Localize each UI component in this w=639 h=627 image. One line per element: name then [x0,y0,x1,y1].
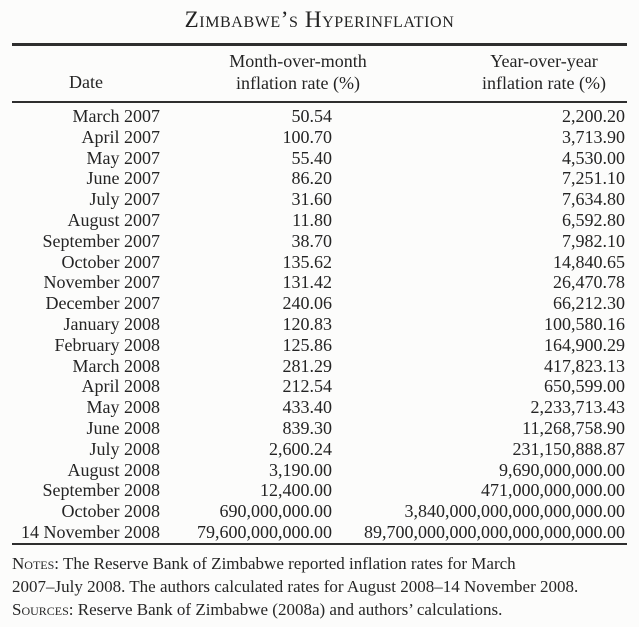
cell-mom-inflation-rate: 100.70 [282,126,332,147]
notes-line-2: 2007–July 2008. The authors calculated rates for August 2008–14 November 2008. [12,577,579,596]
cell-mom-inflation-rate: 55.40 [291,147,332,168]
table-row [12,252,625,273]
cell-date: January 2008 [63,313,160,334]
cell-yoy-inflation-rate: 7,634.80 [562,189,625,210]
table-row [12,480,625,501]
table-row [12,127,625,148]
table-row [12,168,625,189]
cell-yoy-inflation-rate: 471,000,000,000.00 [481,480,625,501]
table-row [12,231,625,252]
cell-date: February 2008 [54,334,160,355]
cell-date: April 2008 [81,376,160,397]
table-row [12,376,625,397]
column-header-year-over-year [434,50,639,94]
column-header-line: inflation rate (%) [482,73,606,93]
cell-date: September 2008 [42,480,160,501]
cell-yoy-inflation-rate: 2,200.20 [562,106,625,126]
cell-mom-inflation-rate: 2,600.24 [269,438,332,459]
cell-mom-inflation-rate: 125.86 [282,334,332,355]
cell-mom-inflation-rate: 38.70 [291,230,332,251]
table-row [12,148,625,169]
table-row [12,460,625,481]
cell-mom-inflation-rate: 50.54 [291,106,332,126]
cell-yoy-inflation-rate: 9,690,000,000.00 [499,459,625,480]
table-row [12,314,625,335]
cell-yoy-inflation-rate: 164,900.29 [544,334,625,355]
cell-yoy-inflation-rate: 66,212.30 [553,293,625,314]
cell-mom-inflation-rate: 240.06 [282,293,332,314]
cell-date: July 2008 [89,438,160,459]
cell-date: August 2008 [67,459,160,480]
cell-date: March 2007 [72,106,160,126]
table-row [12,522,625,543]
table-row [12,272,625,293]
table-row [12,335,625,356]
cell-yoy-inflation-rate: 4,530.00 [562,147,625,168]
table-row [12,356,625,377]
cell-date: June 2008 [86,417,160,438]
sources-label: Sources: [12,600,74,619]
cell-yoy-inflation-rate: 7,982.10 [562,230,625,251]
cell-date: July 2007 [89,189,160,210]
cell-yoy-inflation-rate: 100,580.16 [544,313,625,334]
cell-mom-inflation-rate: 120.83 [282,313,332,334]
cell-date: December 2007 [45,293,160,314]
column-header-line: inflation rate (%) [236,73,360,93]
cell-yoy-inflation-rate: 650,599.00 [544,376,625,397]
cell-yoy-inflation-rate: 7,251.10 [562,168,625,189]
cell-yoy-inflation-rate: 3,713.90 [562,126,625,147]
table-row [12,397,625,418]
cell-yoy-inflation-rate: 3,840,000,000,000,000,000.00 [404,501,625,522]
header-rule [12,101,627,103]
cell-yoy-inflation-rate: 11,268,758.90 [522,417,625,438]
cell-mom-inflation-rate: 11.80 [292,209,332,230]
table-row [12,501,625,522]
cell-date: August 2007 [67,209,160,230]
table-row [12,189,625,210]
cell-yoy-inflation-rate: 6,592.80 [562,209,625,230]
table-row [12,210,625,231]
notes-section [12,552,627,621]
cell-mom-inflation-rate: 12,400.00 [260,480,332,501]
table-row [12,293,625,314]
cell-mom-inflation-rate: 3,190.00 [269,459,332,480]
sources-text: Reserve Bank of Zimbabwe (2008a) and authors’ calculations. [77,600,503,619]
cell-yoy-inflation-rate: 2,233,713.43 [530,397,625,418]
cell-date: 14 November 2008 [21,521,160,542]
cell-mom-inflation-rate: 839.30 [282,417,332,438]
cell-mom-inflation-rate: 79,600,000,000.00 [197,521,332,542]
cell-date: October 2007 [61,251,160,272]
cell-yoy-inflation-rate: 26,470.78 [553,272,625,293]
cell-mom-inflation-rate: 131.42 [282,272,332,293]
cell-yoy-inflation-rate: 417,823.13 [544,355,625,376]
cell-mom-inflation-rate: 690,000,000.00 [219,501,332,522]
cell-mom-inflation-rate: 31.60 [291,189,332,210]
sources-line [12,598,627,621]
cell-mom-inflation-rate: 281.29 [282,355,332,376]
table-row [12,418,625,439]
cell-yoy-inflation-rate: 231,150,888.87 [512,438,625,459]
cell-yoy-inflation-rate: 89,700,000,000,000,000,000,000.00 [364,521,625,542]
column-header-date: Date [69,72,103,92]
cell-date: June 2007 [86,168,160,189]
column-header-month-over-month [188,50,408,94]
notes-label: Notes: [12,554,59,573]
notes-line-1 [12,552,627,575]
cell-mom-inflation-rate: 212.54 [282,376,332,397]
cell-mom-inflation-rate: 135.62 [282,251,332,272]
cell-date: November 2007 [43,272,160,293]
top-rule [12,43,627,46]
cell-mom-inflation-rate: 86.20 [291,168,332,189]
column-header-line: Year-over-year [490,51,598,71]
cell-date: April 2007 [81,126,160,147]
cell-date: May 2008 [86,397,160,418]
table-row [12,106,625,127]
table-row [12,439,625,460]
cell-mom-inflation-rate: 433.40 [282,397,332,418]
cell-date: October 2008 [61,501,160,522]
column-header-line: Month-over-month [229,51,367,71]
cell-date: March 2008 [72,355,160,376]
notes-text: The Reserve Bank of Zimbabwe reported inflation rates for March [62,554,516,573]
table-title: Zimbabwe’s Hyperinflation [184,7,455,32]
bottom-rule [12,543,627,545]
cell-date: September 2007 [42,230,160,251]
cell-date: May 2007 [86,147,160,168]
table-body [12,106,625,543]
cell-yoy-inflation-rate: 14,840.65 [553,251,625,272]
